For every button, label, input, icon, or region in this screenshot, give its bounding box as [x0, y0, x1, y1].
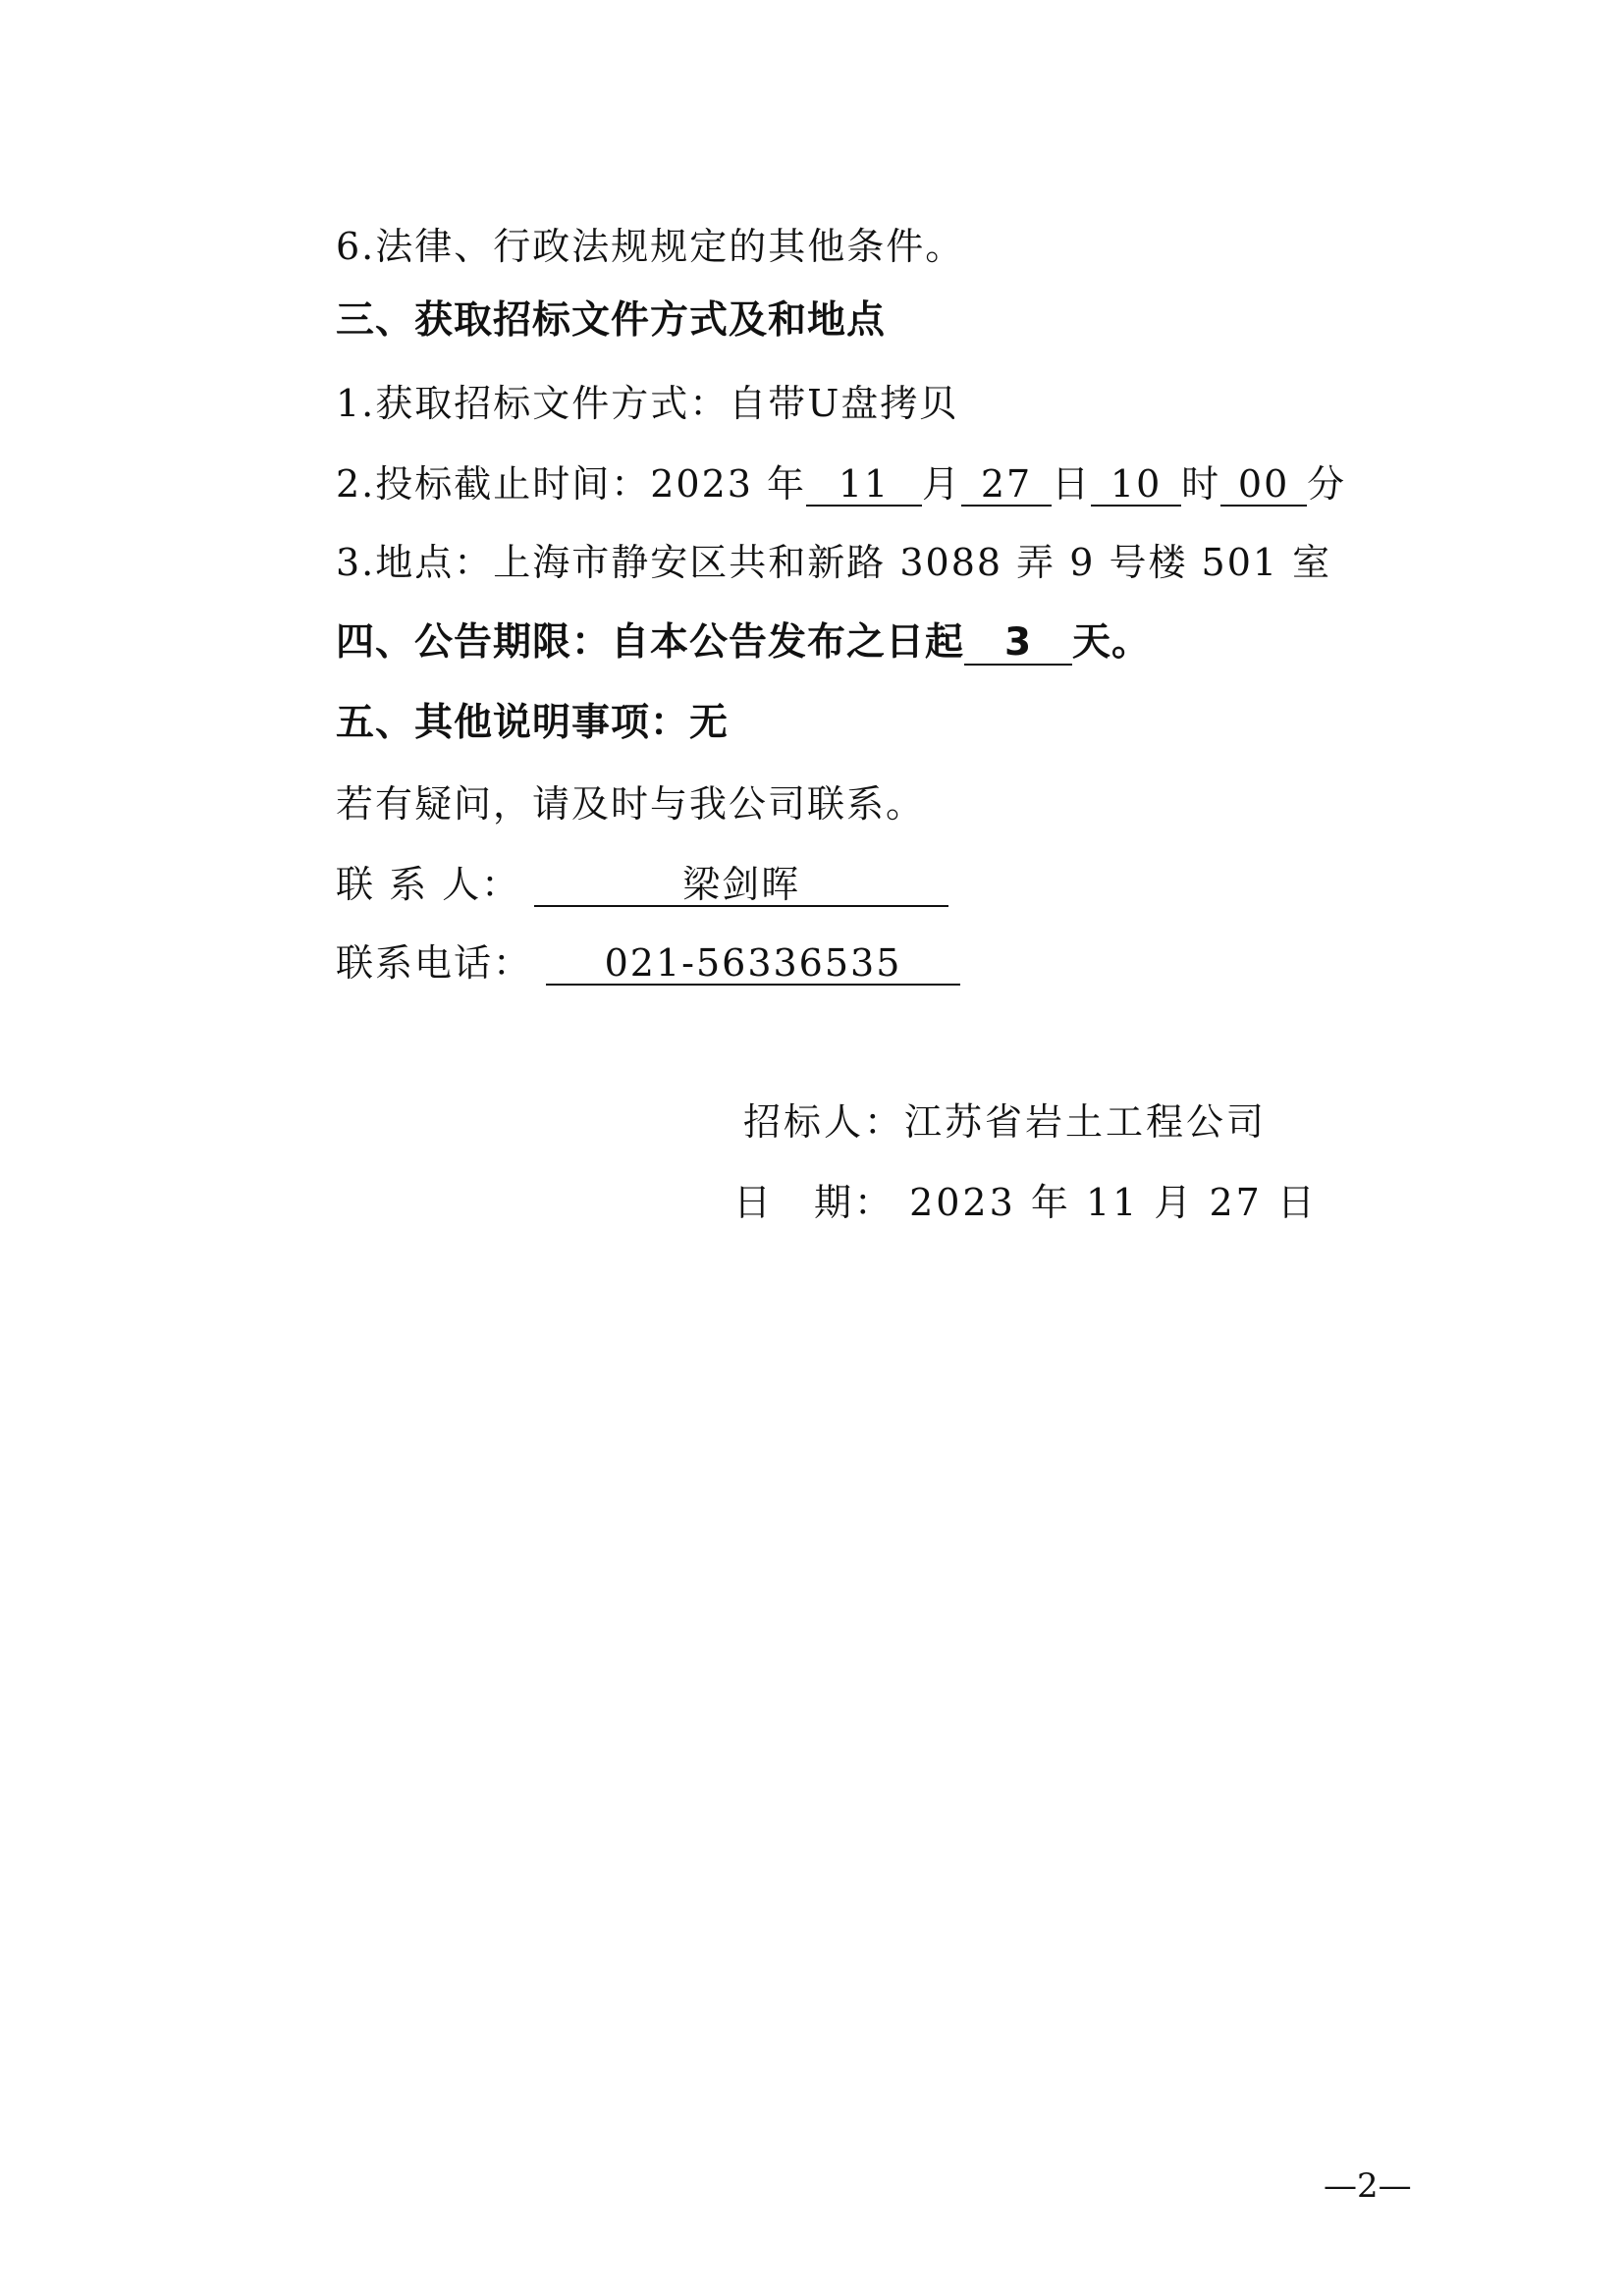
contact-phone-value: 021-56336535	[546, 942, 960, 986]
period-prefix: 四、公告期限：自本公告发布之日起	[336, 620, 965, 665]
section-3-heading: 三、获取招标文件方式及和地点	[336, 298, 887, 343]
bid-deadline-line	[336, 459, 1346, 508]
section-5-heading: 五、其他说明事项：无	[336, 701, 730, 745]
deadline-day: 27	[961, 463, 1052, 507]
contact-phone-label: 联系电话：	[336, 941, 533, 985]
section-4-announcement-period	[336, 618, 1151, 667]
deadline-day-unit: 日	[1052, 462, 1092, 506]
condition-item-6: 6.法律、行政法规规定的其他条件。	[336, 225, 965, 268]
deadline-month: 11	[806, 463, 922, 507]
period-suffix: 天。	[1072, 620, 1152, 665]
contact-person-value: 梁剑晖	[534, 864, 948, 907]
issue-date: 日 期： 2023 年 11 月 27 日	[733, 1181, 1318, 1224]
deadline-minute-unit: 分	[1307, 462, 1347, 506]
deadline-prefix: 2.投标截止时间：2023 年	[336, 462, 807, 506]
deadline-hour-unit: 时	[1181, 462, 1221, 506]
obtain-method-line: 1.获取招标文件方式：自带U盘拷贝	[336, 382, 959, 425]
deadline-month-unit: 月	[922, 462, 962, 506]
inquiry-line: 若有疑问，请及时与我公司联系。	[336, 782, 926, 826]
issuer-signature: 招标人：江苏省岩土工程公司	[743, 1100, 1268, 1144]
deadline-hour: 10	[1091, 463, 1181, 507]
contact-phone-line	[336, 938, 960, 988]
location-line: 3.地点：上海市静安区共和新路 3088 弄 9 号楼 501 室	[336, 541, 1332, 584]
deadline-minute: 00	[1220, 463, 1307, 507]
contact-person-label: 联 系 人：	[336, 863, 521, 906]
page-number: —2—	[1324, 2166, 1412, 2206]
contact-person-line	[336, 860, 948, 909]
period-days: 3	[964, 622, 1072, 666]
